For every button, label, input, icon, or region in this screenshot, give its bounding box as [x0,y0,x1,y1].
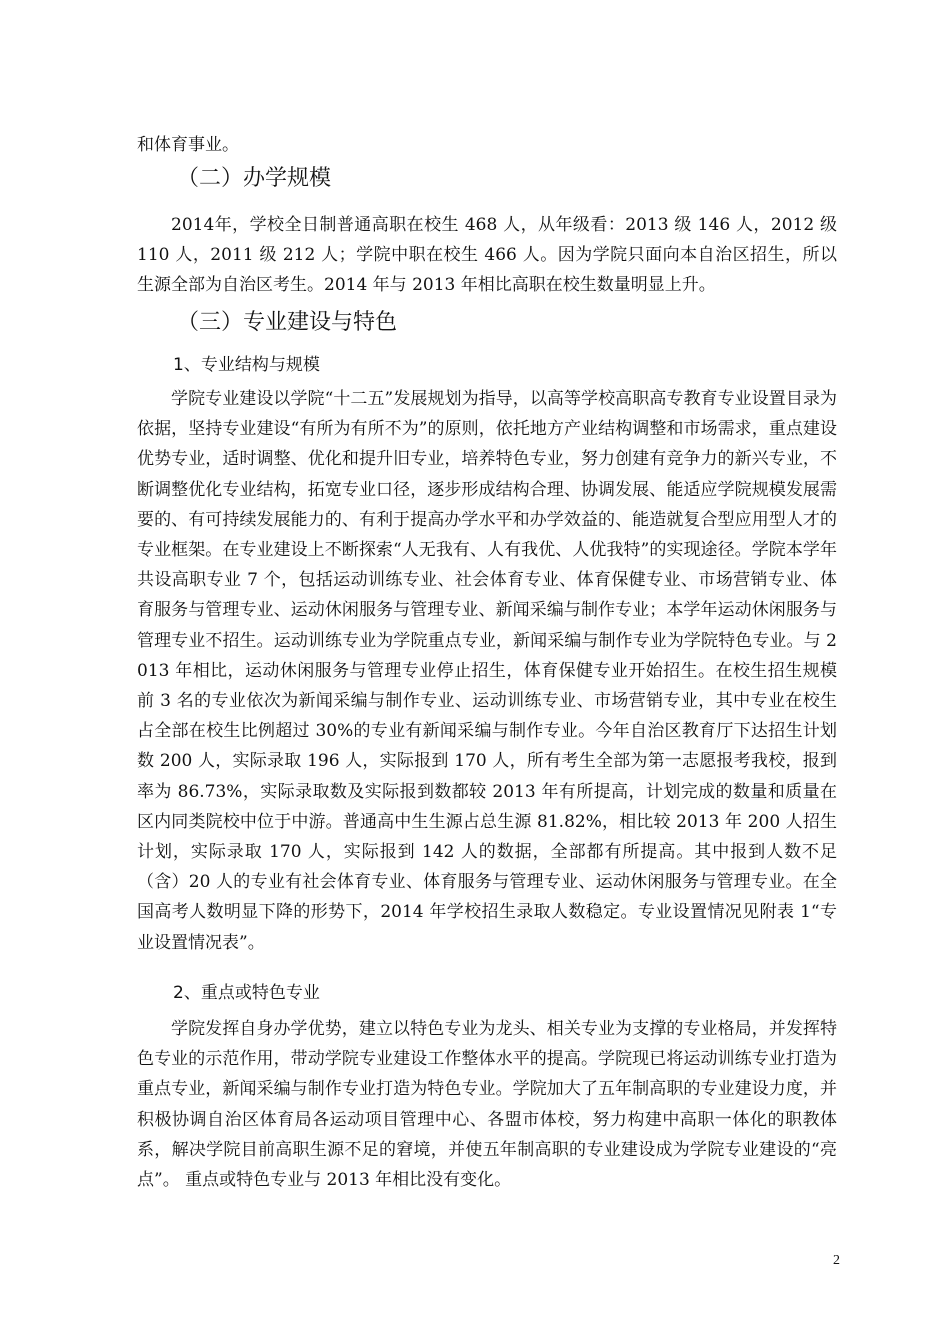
section-heading-major-construction: （三）专业建设与特色 [177,310,398,335]
subsection-heading-structure: 1、专业结构与规模 [173,355,320,375]
subsection-heading-key-majors: 2、重点或特色专业 [173,983,320,1003]
intro-line: 和体育事业。 [137,135,239,155]
subsection-paragraph-structure: 学院专业建设以学院“十二五”发展规划为指导，以高等学校高职高专教育专业设置目录为依据，坚持专业建设“有所为有所不为”的原则，依托地方产业结构调整和市场需求，重点建设优势专业，适时调整、优化和提升旧专业，培养特色专业，努力创建有竞争力的新兴专业，不断调整优化专业结构，拓宽专业口径，逐步形成结构合理、协调发展、能适应学院规模发展需要的、有可持续发展能力的、有利于提高办学水平和办学效益的、能造就复合型应用型人才的专业框架。在专业建设上不断探索“人无我有、人有我优、人优我特”的实现途径。学院本学年共设高职专业 7 个，包括运动训练专业、社会体育专业、体育保健专业、市场营销专业、体育服务与管理专业、运动休闲服务与管理专业、新闻采编与制作专业；本学年运动休闲服务与管理专业不招生。运动训练专业为学院重点专业，新闻采编与制作专业为学院特色专业。与 2013 年相比，运动休闲服务与管理专业停止招生，体育保健专业开始招生。在校生招生规模前 3 名的专业依次为新闻采编与制作专业、运动训练专业、市场营销专业，其中专业在校生占全部在校生比例超过 30%的专业有新闻采编与制作专业。今年自治区教育厅下达招生计划数 200 人，实际录取 196 人，实际报到 170 人，所有考生全部为第一志愿报考我校，报到率为 86.73%，实际录取数及实际报到数都较 2013 年有所提高，计划完成的数量和质量在区内同类院校中位于中游。普通高中生生源占总生源 81.82%，相比较 2013 年 200 人招生计划，实际录取 170 人，实际报到 142 人的数据，全部都有所提高。其中报到人数不足（含）20 人的专业有社会体育专业、体育服务与管理专业、运动休闲服务与管理专业。在全国高考人数明显下降的形势下，2014 年学校招生录取人数稳定。专业设置情况见附表 1“专业设置情况表”。 [137,389,837,953]
subsection-paragraph-key-majors: 学院发挥自身办学优势，建立以特色专业为龙头、相关专业为支撑的专业格局，并发挥特色专业的示范作用，带动学院专业建设工作整体水平的提高。学院现已将运动训练专业打造为重点专业，新闻采编与制作专业打造为特色专业。学院加大了五年制高职的专业建设力度，并积极协调自治区体育局各运动项目管理中心、各盟市体校，努力构建中高职一体化的职教体系，解决学院目前高职生源不足的窘境，并使五年制高职的专业建设成为学院专业建设的“亮点”。 重点或特色专业与 2013 年相比没有变化。 [137,1019,837,1191]
page-number: 2 [833,1253,840,1268]
section-paragraph-scale: 2014年，学校全日制普通高职在校生 468 人，从年级看：2013 级 146 人，2012 级 110 人，2011 级 212 人；学院中职在校生 466 人。因为学院只面向本自治区招生，所以生源全部为自治区考生。2014 年与 2013 年相比高职在校生数量明显上升。 [137,215,837,296]
section-heading-scale: （二）办学规模 [177,166,332,191]
